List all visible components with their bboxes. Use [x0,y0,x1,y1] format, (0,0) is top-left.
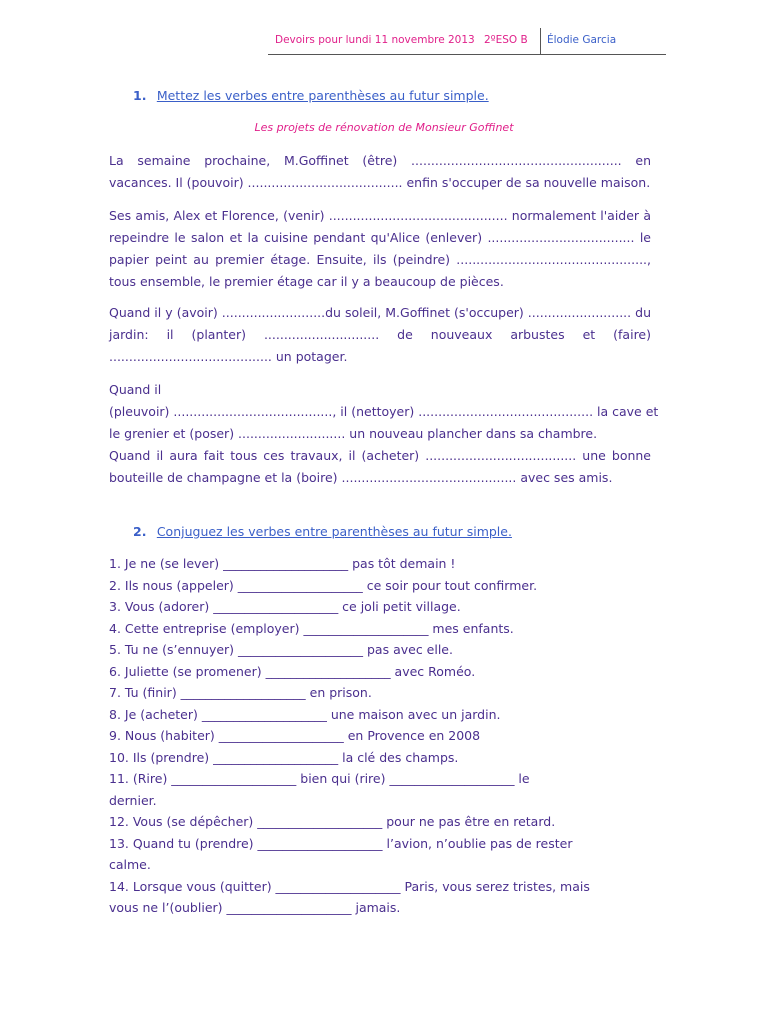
exercise2-list [109,553,654,919]
list-item: 12. Vous (se dépêcher) ____________________ pour ne pas être en retard. [109,814,556,829]
exercise2-number: 2. [133,524,147,539]
list-item: 10. Ils (prendre) ____________________ la clé des champs. [109,749,459,765]
list-item: 14. Lorsque vous (quitter) ____________________ Paris, vous serez tristes, mais [109,878,590,894]
paragraph-2 [109,205,651,293]
list-item: 9. Nous (habiter) ____________________ en Provence en 2008 [109,728,481,743]
list-item: 8. Je (acheter) ____________________ une maison avec un jardin. [109,706,501,722]
text-line: bouteille de champagne et la (boire) ............................................ avec ses amis. [109,470,613,485]
exercise2-title [133,524,512,539]
class-label: 2ºESO B [484,34,528,46]
paragraph-1 [109,150,651,194]
exercise1-number: 1. [133,88,147,103]
teacher-name: Élodie Garcia [547,34,617,46]
list-item: 5. Tu ne (s’ennuyer) ____________________ pas avec elle. [109,642,453,657]
list-item: 13. Quand tu (prendre) ____________________ l’avion, n’oublie pas de rester [109,835,573,851]
list-item: calme. [109,857,151,872]
text-line: Quand il [109,382,162,397]
list-item: 7. Tu (finir) ____________________ en prison. [109,685,372,700]
page-header [0,28,768,54]
text-line: ......................................... un potager. [109,349,348,364]
text-line: jardin: il (planter) ............................. de nouveaux arbustes et (faire) [109,327,651,342]
paragraph-4 [109,379,659,489]
homework-date: Devoirs pour lundi 11 novembre 2013 [275,34,475,46]
text-line: Quand il aura fait tous ces travaux, il (acheter) ...................................... une bonne [109,448,651,463]
text-line: La semaine prochaine, M.Goffinet (être) ..................................................... en [109,153,651,168]
header-separator [540,28,541,54]
exercise1-instruction: Mettez les verbes entre parenthèses au futur simple. [156,88,489,103]
list-item: dernier. [109,792,157,808]
paragraph-3 [109,302,651,368]
header-underline [268,54,666,55]
list-item: 2. Ils nous (appeler) ____________________ ce soir pour tout confirmer. [109,577,538,593]
list-item: 11. (Rire) ____________________ bien qui (rire) ____________________ le [109,771,530,786]
list-item: 3. Vous (adorer) ____________________ ce joli petit village. [109,599,461,614]
text-line: Ses amis, Alex et Florence, (venir) ............................................. normalement l'aider à [109,208,651,223]
list-item: 6. Juliette (se promener) ____________________ avec Roméo. [109,663,476,679]
list-item: vous ne l’(oublier) ____________________ jamais. [109,900,401,915]
list-item: 4. Cette entreprise (employer) ____________________ mes enfants. [109,620,514,636]
exercise1-subtitle: Les projets de rénovation de Monsieur Goffinet [254,121,514,134]
text-line: repeindre le salon et la cuisine pendant qu'Alice (enlever) ..................................... le [109,230,651,245]
list-item: 1. Je ne (se lever) ____________________ pas tôt demain ! [109,556,456,571]
exercise2-instruction: Conjuguez les verbes entre parenthèses au futur simple. [156,524,512,539]
text-line: tous ensemble, le premier étage car il y a beaucoup de pièces. [109,274,504,289]
exercise1-title [133,88,489,103]
text-line: (pleuvoir) ........................................, il (nettoyer) ............................................ la cave et [109,404,659,419]
text-line: le grenier et (poser) ........................... un nouveau plancher dans sa chambre. [109,426,598,441]
text-line: vacances. Il (pouvoir) ....................................... enfin s'occuper de sa nouvelle maison. [109,175,651,190]
text-line: Quand il y (avoir) ..........................du soleil, M.Goffinet (s'occuper) .......................... du [109,305,651,320]
text-line: papier peint au premier étage. Ensuite, ils (peindre) ................................................, [109,252,651,267]
